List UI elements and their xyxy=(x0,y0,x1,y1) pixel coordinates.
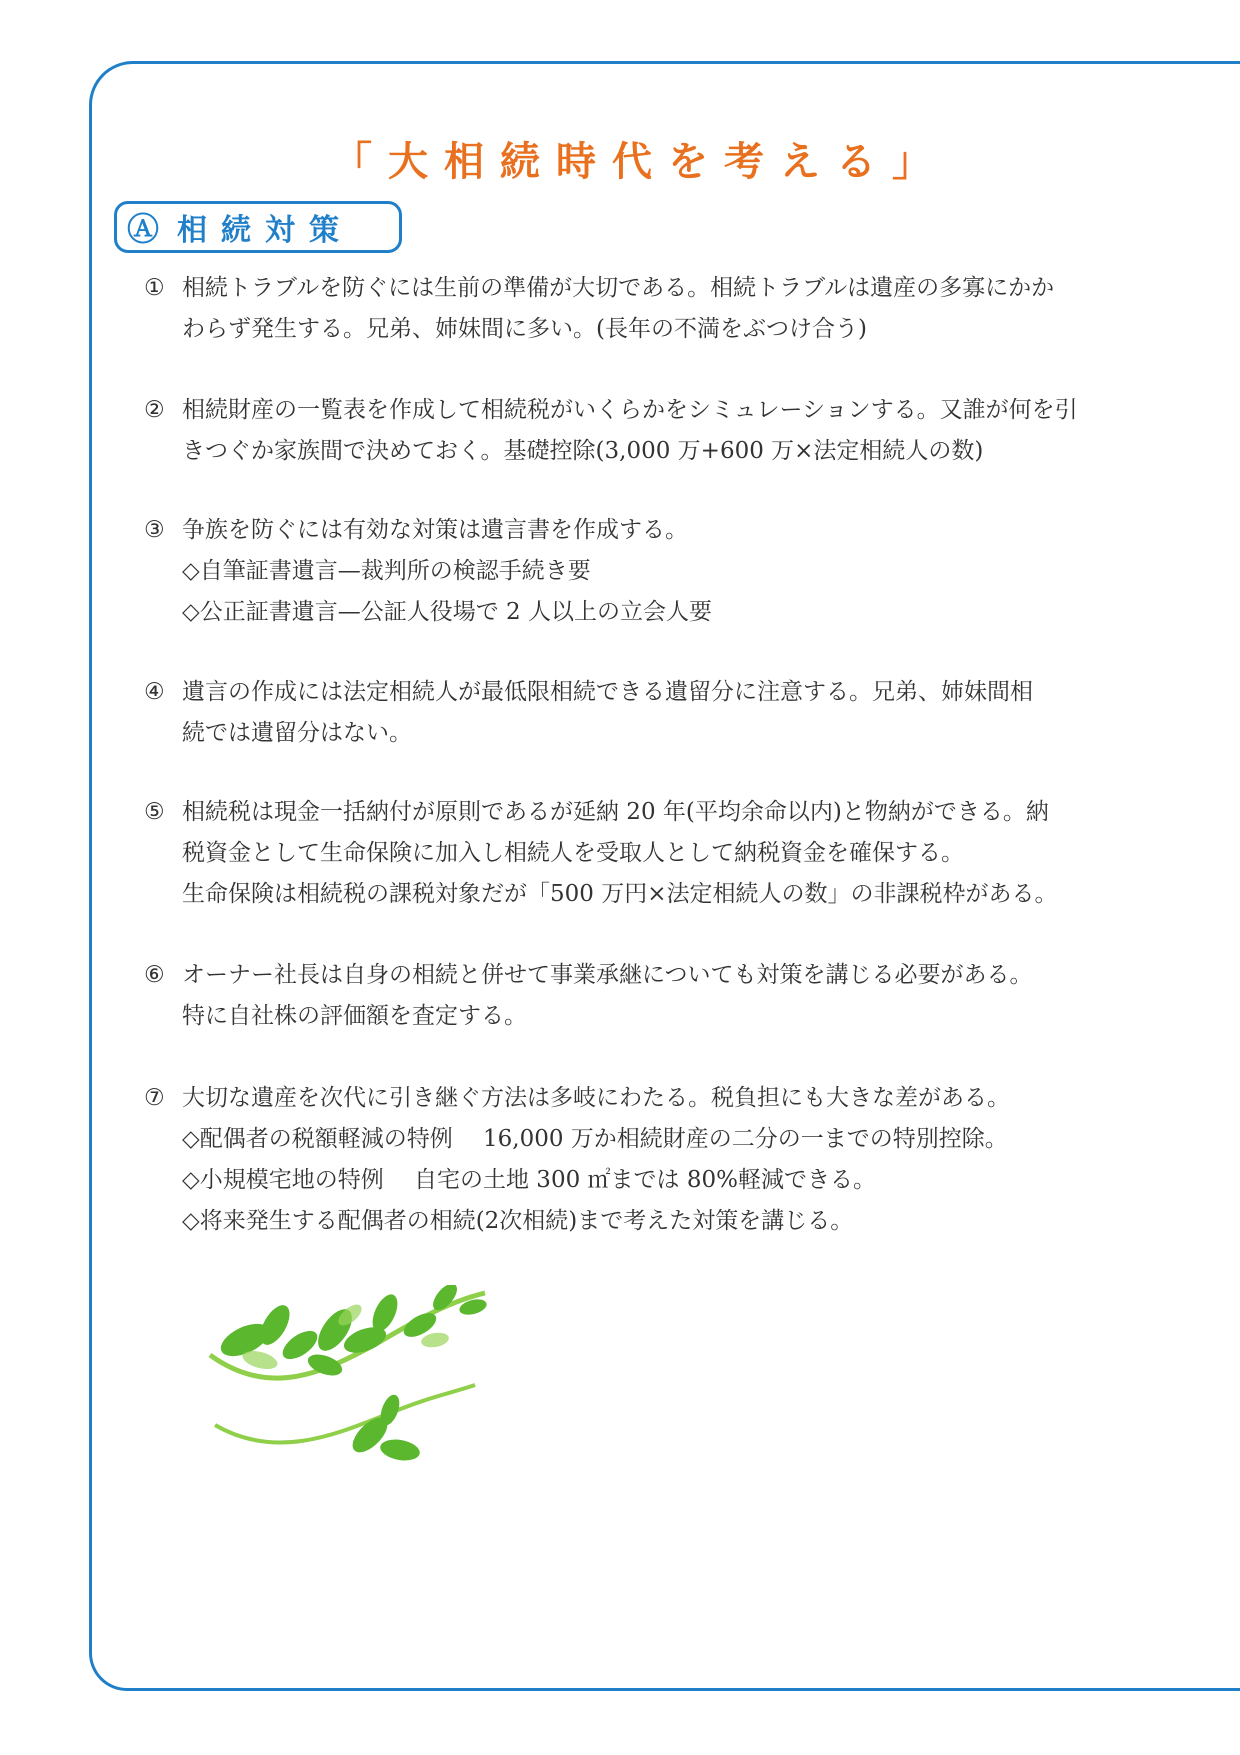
list-item xyxy=(144,268,1154,350)
list-item xyxy=(144,510,1154,633)
list-item xyxy=(144,1078,1154,1242)
item-number: ③ xyxy=(144,517,165,543)
item-line: 相続財産の一覧表を作成して相続税がいくらかをシミュレーションする。又誰が何を引 xyxy=(182,397,1078,423)
item-number: ④ xyxy=(144,679,165,705)
item-line: 生命保険は相続税の課税対象だが「500 万円×法定相続人の数」の非課税枠がある。 xyxy=(182,881,1058,907)
item-line: ◇配偶者の税額軽減の特例 16,000 万か相続財産の二分の一までの特別控除。 xyxy=(182,1126,1008,1152)
leaves-illustration xyxy=(205,1285,505,1525)
item-line: 税資金として生命保険に加入し相続人を受取人として納税資金を確保する。 xyxy=(182,840,964,866)
list-item xyxy=(144,792,1154,915)
section-label: 相続対策 xyxy=(177,213,354,248)
item-line: ◇自筆証書遺言—裁判所の検認手続き要 xyxy=(182,558,591,584)
list-item xyxy=(144,955,1154,1037)
item-line: ◇公正証書遺言—公証人役場で 2 人以上の立会人要 xyxy=(182,599,712,625)
item-number: ① xyxy=(144,275,165,301)
item-line: オーナー社長は自身の相続と併せて事業承継についても対策を講じる必要がある。 xyxy=(182,962,1033,988)
list-item xyxy=(144,390,1154,472)
item-line: 大切な遺産を次代に引き継ぐ方法は多岐にわたる。税負担にも大きな差がある。 xyxy=(182,1085,1010,1111)
item-number: ⑤ xyxy=(144,799,165,825)
item-line: きつぐか家族間で決めておく。基礎控除(3,000 万+600 万×法定相続人の数) xyxy=(182,438,984,464)
item-number: ⑥ xyxy=(144,962,165,988)
item-line: 続では遺留分はない。 xyxy=(182,720,412,746)
item-number: ⑦ xyxy=(144,1085,165,1111)
page-title: 「大相続時代を考える」 xyxy=(332,139,948,185)
section-badge xyxy=(114,201,402,253)
item-line: 相続税は現金一括納付が原則であるが延納 20 年(平均余命以内)と物納ができる。納 xyxy=(182,799,1049,825)
item-line: 特に自社株の評価額を査定する。 xyxy=(182,1003,527,1029)
list-item xyxy=(144,672,1154,754)
section-mark: Ⓐ xyxy=(127,210,160,248)
item-line: 遺言の作成には法定相続人が最低限相続できる遺留分に注意する。兄弟、姉妹間相 xyxy=(182,679,1033,705)
item-line: 争族を防ぐには有効な対策は遺言書を作成する。 xyxy=(182,517,688,543)
item-line: ◇将来発生する配偶者の相続(2次相続)まで考えた対策を講じる。 xyxy=(182,1208,854,1234)
item-line: ◇小規模宅地の特例 自宅の土地 300 ㎡までは 80%軽減できる。 xyxy=(182,1167,876,1193)
item-number: ② xyxy=(144,397,165,423)
item-line: わらず発生する。兄弟、姉妹間に多い。(長年の不満をぶつけ合う) xyxy=(182,316,867,342)
item-line: 相続トラブルを防ぐには生前の準備が大切である。相続トラブルは遺産の多寡にかか xyxy=(182,275,1055,301)
